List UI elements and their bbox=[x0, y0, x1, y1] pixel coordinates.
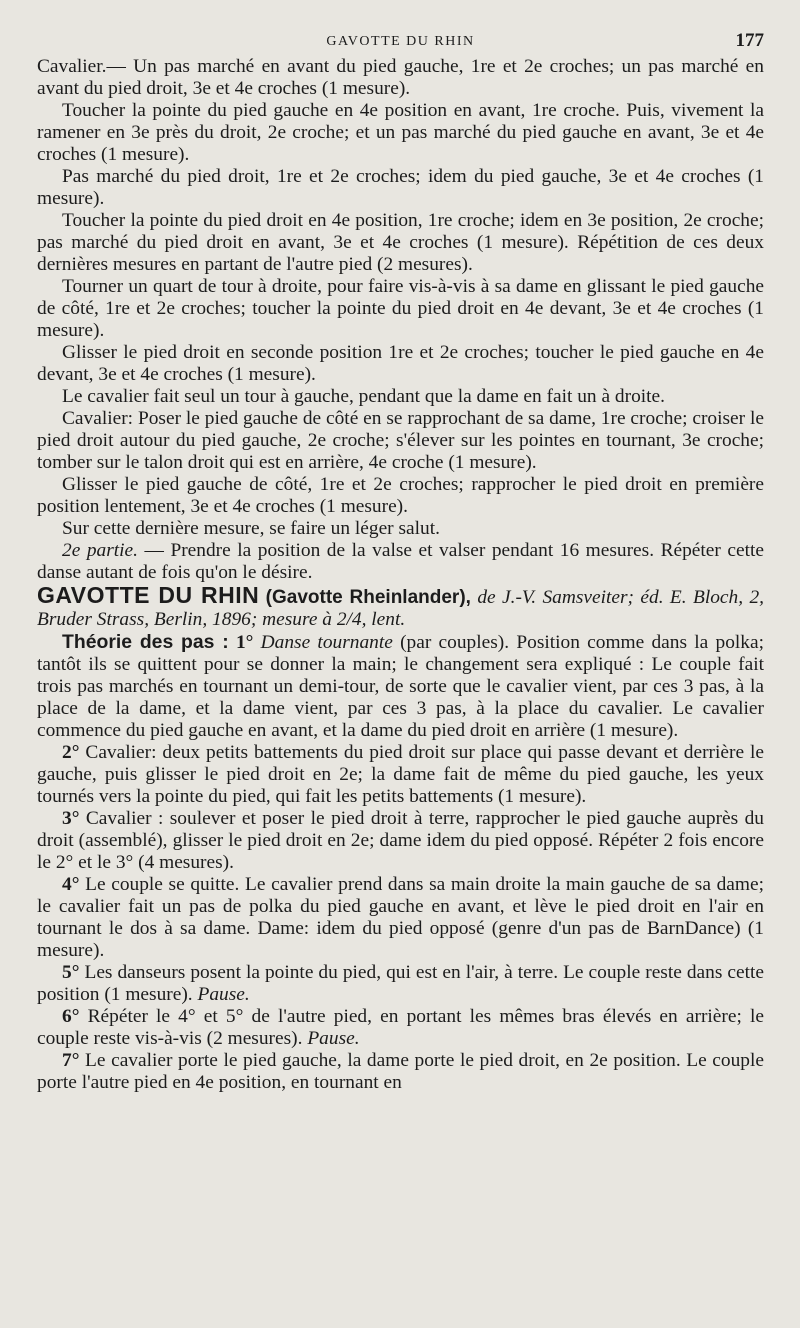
step-pause: Pause. bbox=[197, 984, 250, 1005]
step-paragraph bbox=[37, 742, 764, 808]
step-number: 3° bbox=[62, 808, 80, 829]
theory-paragraph bbox=[37, 631, 764, 742]
step-number: 7° bbox=[62, 1050, 80, 1071]
step-italic: Danse tournante bbox=[260, 632, 393, 653]
step-text: Répéter le 4° et 5° de l'autre pied, en portant les mêmes bras élevés en arrière; le couple reste vis-à-vis (2 mesures). bbox=[37, 1006, 764, 1049]
dance-subtitle: (Gavotte Rheinlander), bbox=[265, 587, 471, 608]
paragraph: Glisser le pied gauche de côté, 1re et 2e croches; rapprocher le pied droit en première position lentement, 3e et 4e croches (1 mesure). bbox=[37, 474, 764, 517]
step-text: Le couple se quitte. Le cavalier prend dans sa main droite la main gauche de sa dame; le cavalier fait un pas de polka du pied gauche en avant, et lève le pied droit en l'air en tournant le dos à sa dame. Dame: idem du pied opposé (genre d'un pas de BarnDance) (1 mesure). bbox=[37, 874, 764, 961]
paragraph-part-two bbox=[37, 540, 764, 584]
step-number: 4° bbox=[62, 874, 80, 895]
step-text: Les danseurs posent la pointe du pied, qui est en l'air, à terre. Le couple reste dans cette position (1 mesure). bbox=[37, 962, 764, 1005]
step-text: Le cavalier porte le pied gauche, la dame porte le pied droit, en 2e position. Le couple porte l'autre pied en 4e position, en tournant en bbox=[37, 1050, 764, 1093]
step-number: 1° bbox=[235, 632, 254, 653]
theory-label: Théorie des pas : bbox=[62, 631, 229, 653]
running-head bbox=[37, 28, 764, 56]
dance-title: GAVOTTE DU RHIN bbox=[37, 582, 260, 608]
step-pause: Pause. bbox=[307, 1028, 360, 1049]
gavotte-heading bbox=[37, 584, 764, 631]
dance-source: de J.-V. Samsveiter; éd. E. Bloch, 2, Bruder Strass, Berlin, 1896; mesure à 2/4, lent. bbox=[37, 587, 764, 630]
paragraph: Cavalier.— Un pas marché en avant du pied gauche, 1re et 2e croches; un pas marché en avant du pied droit, 3e et 4e croches (1 mesure). bbox=[37, 56, 764, 99]
step-text: Cavalier : soulever et poser le pied droit à terre, rapprocher le pied gauche auprès du droit (assemblé), glisser le pied droit en 2e; dame idem du pied opposé. Répéter 2 fois encore le 2° et le 3° (4 mesures). bbox=[37, 808, 764, 873]
paragraph: Tourner un quart de tour à droite, pour faire vis-à-vis à sa dame en glissant le pied gauche de côté, 1re et 2e croches; toucher la pointe du pied droit en 4e devant, 3e et 4e croches (1 mesure). bbox=[37, 276, 764, 341]
step-text: Cavalier: deux petits battements du pied droit sur place qui passe devant et derrière le gauche, puis glisser le pied droit en 2e; la dame fait de même du pied gauche, les yeux tournés vers la pointe du pied, qui fait les petits battements (1 mesure). bbox=[37, 742, 764, 807]
paragraph: Le cavalier fait seul un tour à gauche, pendant que la dame en fait un à droite. bbox=[62, 386, 666, 407]
part-two-text: — Prendre la position de la valse et valser pendant 16 mesures. Répéter cette danse autant de fois qu'on le désire. bbox=[37, 540, 764, 583]
step-paragraph bbox=[37, 1050, 764, 1094]
step-number: 6° bbox=[62, 1006, 80, 1027]
step-text: (par couples). Position comme dans la polka; tantôt ils se quittent pour se donner la main; le changement sera expliqué : Le couple fait trois pas marchés en tournant un demi-tour, de sorte que le cavalier vient, par ces 3 pas, à la place de la dame, et la dame vient, par ces 3 pas, à la place du cavalier. Le cavalier commence du pied gauche en avant, et la dame du pied droit en arrière (1 mesure). bbox=[37, 632, 764, 741]
paragraph: Sur cette dernière mesure, se faire un léger salut. bbox=[62, 518, 440, 539]
step-number: 5° bbox=[62, 962, 80, 983]
step-number: 2° bbox=[62, 742, 80, 763]
part-two-label: 2e partie. bbox=[62, 540, 138, 561]
step-paragraph bbox=[37, 808, 764, 874]
page-body bbox=[37, 56, 764, 1094]
paragraph: Glisser le pied droit en seconde position 1re et 2e croches; toucher le pied gauche en 4e devant, 3e et 4e croches (1 mesure). bbox=[37, 342, 764, 385]
paragraph: Toucher la pointe du pied gauche en 4e position en avant, 1re croche. Puis, vivement la ramener en 3e près du droit, 2e croche; et un pas marché du pied gauche en avant, 3e et 4e croches (1 mesure). bbox=[37, 100, 764, 165]
step-paragraph bbox=[37, 962, 764, 1006]
paragraph: Cavalier: Poser le pied gauche de côté en se rapprochant de sa dame, 1re croche; croiser le pied droit autour du pied gauche, 2e croche; s'élever sur les pointes en tournant, 3e croche; tomber sur le talon droit qui est en arrière, 4e croche (1 mesure). bbox=[37, 408, 764, 473]
page-number: 177 bbox=[735, 30, 764, 51]
paragraph: Pas marché du pied droit, 1re et 2e croches; idem du pied gauche, 3e et 4e croches (1 mesure). bbox=[37, 166, 764, 209]
step-paragraph bbox=[37, 1006, 764, 1050]
step-paragraph bbox=[37, 874, 764, 962]
paragraph: Toucher la pointe du pied droit en 4e position, 1re croche; idem en 3e position, 2e croche; pas marché du pied droit en avant, 3e et 4e croches (1 mesure). Répétition de ces deux dernières mesures en partant de l'autre pied (2 mesures). bbox=[37, 210, 764, 275]
running-title: GAVOTTE DU RHIN bbox=[326, 34, 475, 49]
